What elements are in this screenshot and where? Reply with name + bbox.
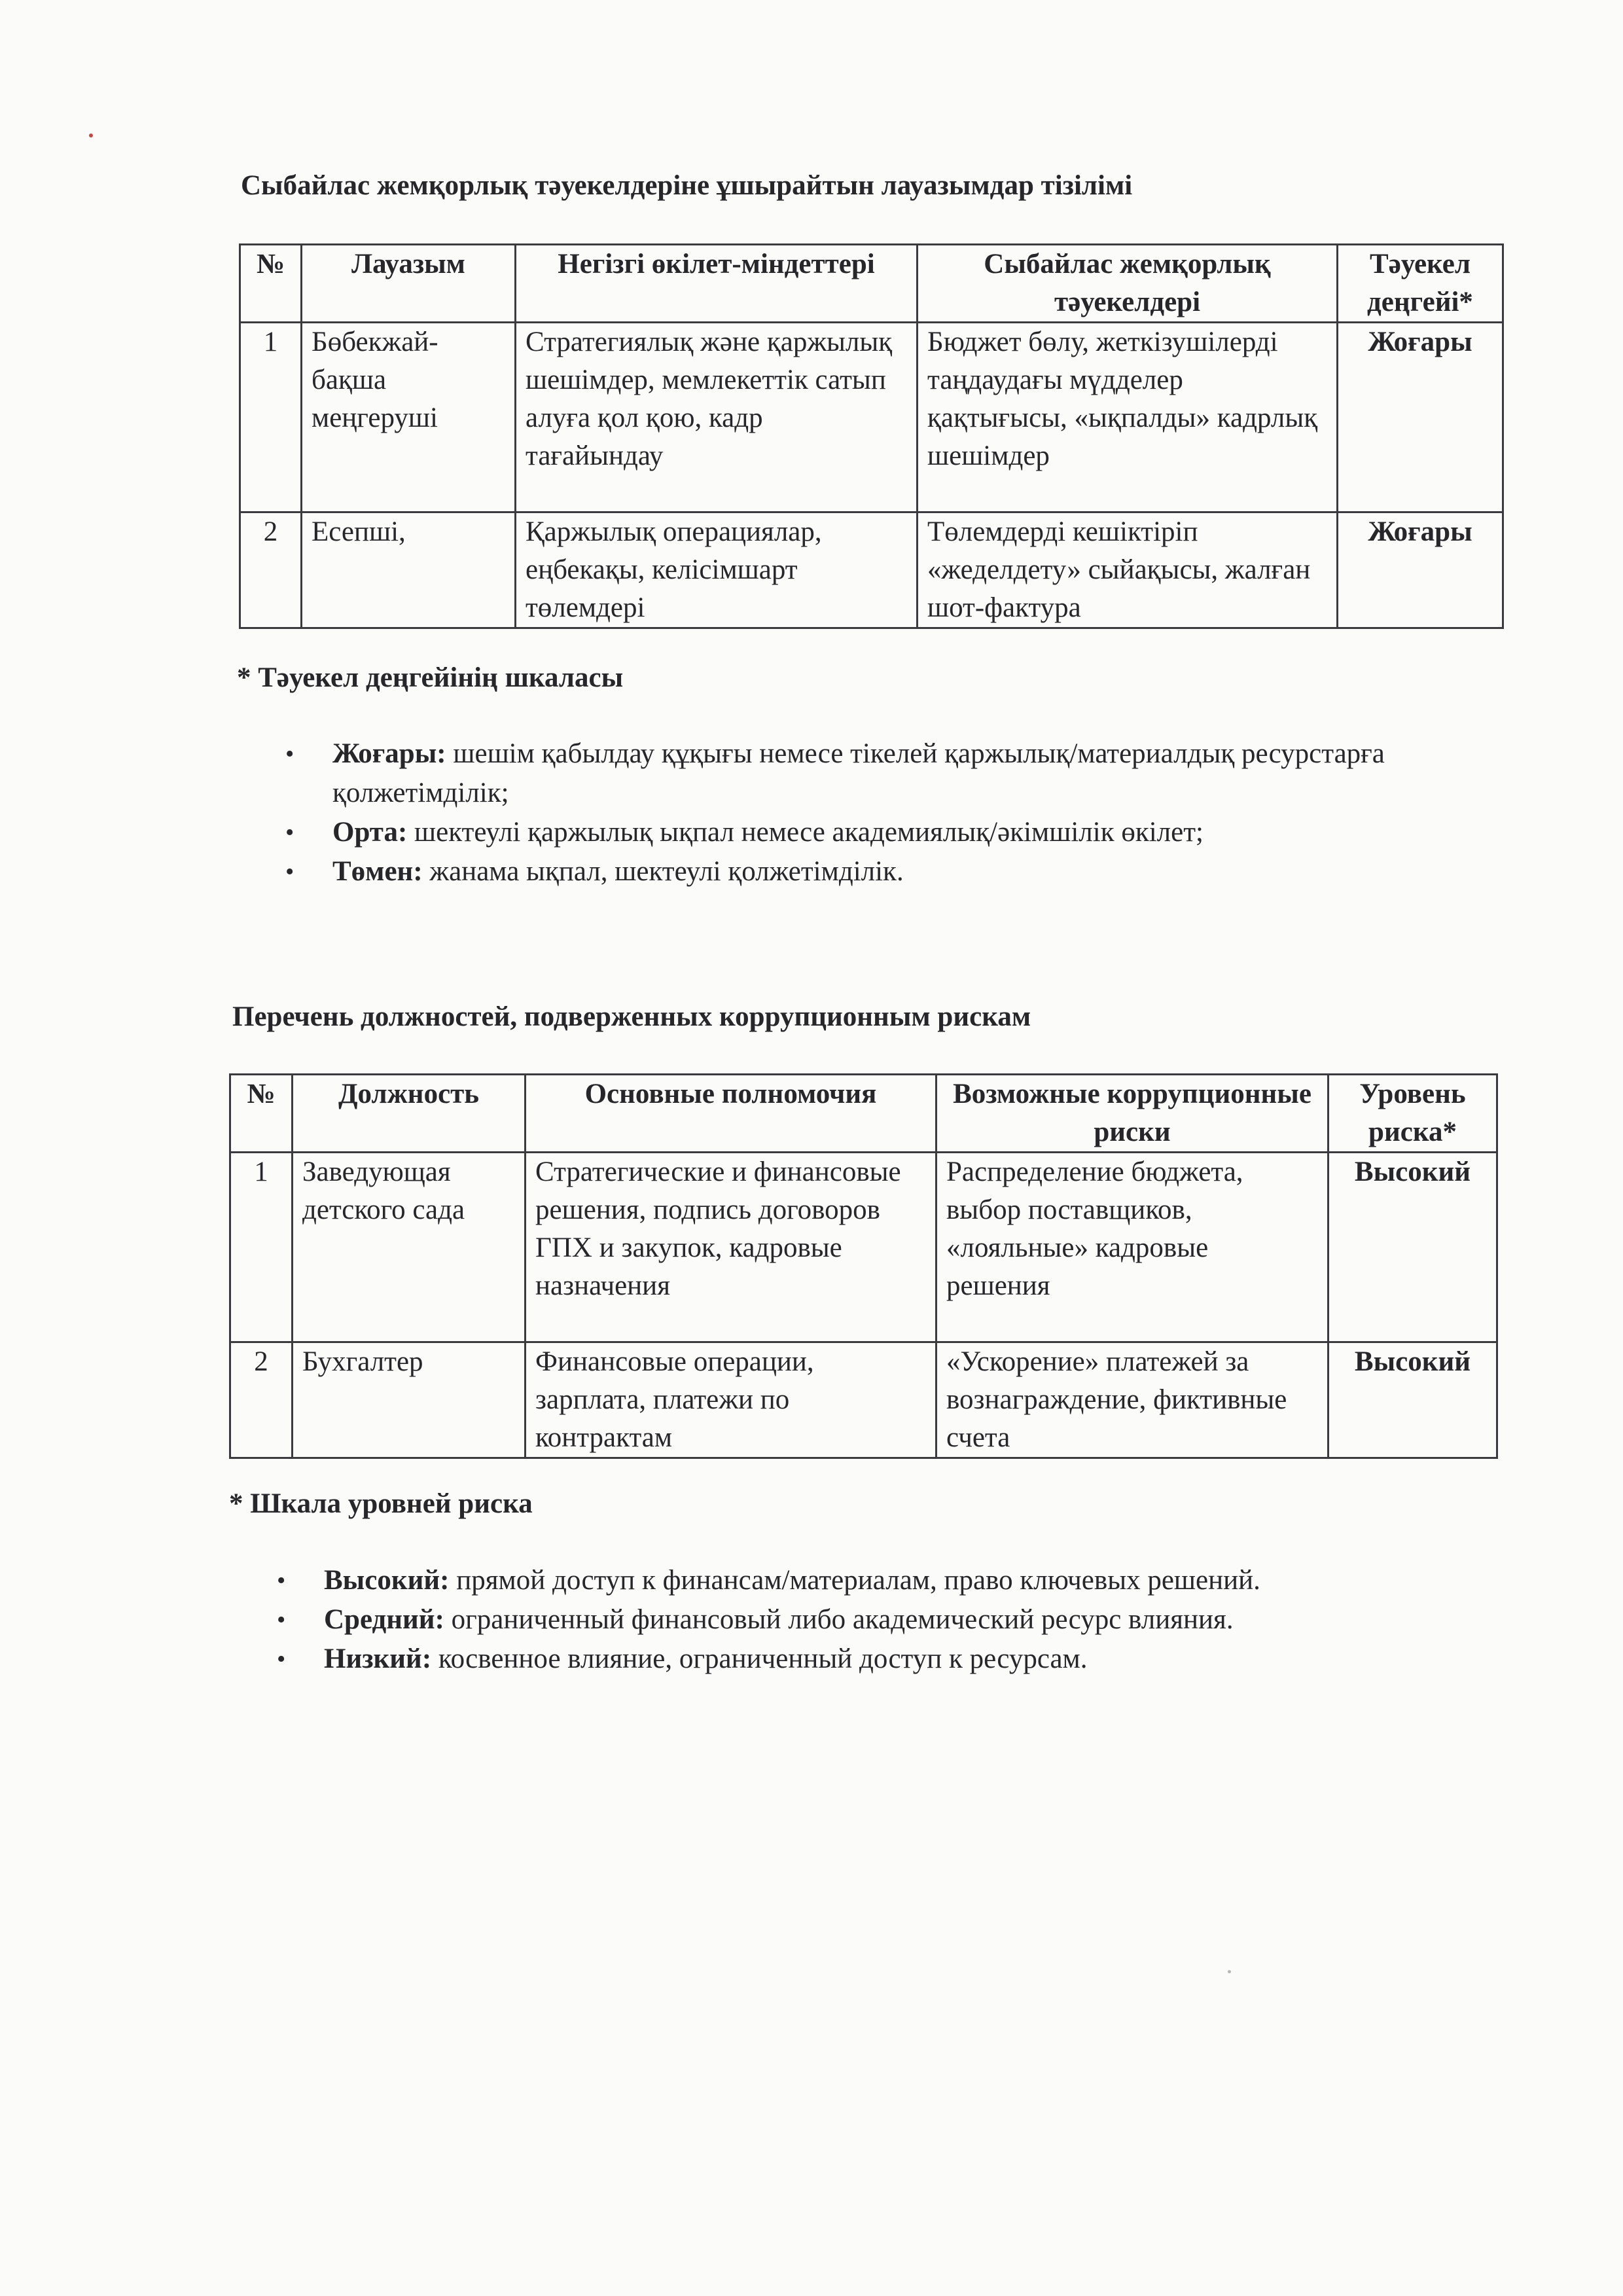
bullet-icon: • — [285, 740, 294, 768]
bullet-icon: • — [277, 1606, 286, 1634]
kk-row1-position: Бөбекжай-бақша меңгеруші — [302, 323, 516, 512]
bullet-icon: • — [285, 858, 294, 886]
kk-row1-num: 1 — [240, 323, 302, 512]
kk-scale-term-low: Төмен: — [332, 856, 423, 887]
ru-row2-level: Высокий — [1329, 1342, 1497, 1458]
list-item — [285, 852, 1445, 891]
table-row — [240, 512, 1503, 628]
ru-scale-list — [277, 1561, 1469, 1679]
list-item — [285, 813, 1445, 852]
ru-row1-position: Заведующая детского сада — [293, 1153, 526, 1342]
kk-scale-list — [285, 734, 1445, 891]
kk-header-duties: Негізгі өкілет-міндеттері — [516, 245, 918, 323]
kk-row2-position: Есепші, — [302, 512, 516, 628]
ru-row1-level: Высокий — [1329, 1153, 1497, 1342]
ru-header-risks: Возможные коррупционные риски — [936, 1075, 1329, 1153]
ru-row2-num: 2 — [230, 1342, 293, 1458]
kk-row1-level: Жоғары — [1338, 323, 1503, 512]
ru-row1-num: 1 — [230, 1153, 293, 1342]
kk-risk-table — [239, 243, 1504, 629]
kk-scale-term-high: Жоғары: — [332, 738, 446, 769]
kk-row2-duties: Қаржылық операциялар, еңбекақы, келісімшарт төлемдері — [516, 512, 918, 628]
list-item — [285, 734, 1445, 813]
kk-header-risks: Сыбайлас жемқорлық тәуекелдері — [918, 245, 1338, 323]
kk-row2-level: Жоғары — [1338, 512, 1503, 628]
bullet-icon: • — [277, 1567, 286, 1594]
kk-title: Сыбайлас жемқорлық тәуекелдеріне ұшырайтын лауазымдар тізілімі — [241, 170, 1133, 201]
ru-scale-term-low: Низкий: — [324, 1643, 432, 1674]
ru-header-duties: Основные полномочия — [526, 1075, 936, 1153]
ru-header-num: № — [230, 1075, 293, 1153]
ru-row1-risks: Распределение бюджета, выбор поставщиков, «лояльные» кадровые решения — [936, 1153, 1329, 1342]
table-row — [230, 1153, 1497, 1342]
ru-scale-text-low: косвенное влияние, ограниченный доступ к ресурсам. — [431, 1643, 1088, 1674]
ru-header-level: Уровень риска* — [1329, 1075, 1497, 1153]
ru-scale-term-high: Высокий: — [324, 1565, 450, 1596]
table-row — [230, 1342, 1497, 1458]
kk-header-position: Лауазым — [302, 245, 516, 323]
bullet-icon: • — [285, 819, 294, 846]
ru-title: Перечень должностей, подверженных коррупционным рискам — [232, 1001, 1031, 1032]
ru-header-row — [230, 1075, 1497, 1153]
kk-scale-text-medium: шектеулі қаржылық ықпал немесе академиялық/әкімшілік өкілет; — [407, 817, 1204, 848]
kk-scale-term-medium: Орта: — [332, 817, 408, 848]
kk-header-row — [240, 245, 1503, 323]
kk-scale-text-high: шешім қабылдау құқығы немесе тікелей қаржылық/материалдық ресурстарға қолжетімділік; — [332, 738, 1385, 808]
ru-row2-duties: Финансовые операции, зарплата, платежи по контрактам — [526, 1342, 936, 1458]
kk-header-level: Тәуекел деңгейі* — [1338, 245, 1503, 323]
kk-row2-num: 2 — [240, 512, 302, 628]
scan-speck — [1228, 1970, 1231, 1973]
scan-speck — [89, 134, 93, 137]
ru-row2-risks: «Ускорение» платежей за вознаграждение, фиктивные счета — [936, 1342, 1329, 1458]
ru-scale-title: * Шкала уровней риска — [229, 1488, 533, 1519]
ru-row2-position: Бухгалтер — [293, 1342, 526, 1458]
bullet-icon: • — [277, 1645, 286, 1673]
ru-row1-duties: Стратегические и финансовые решения, подпись договоров ГПХ и закупок, кадровые назначения — [526, 1153, 936, 1342]
kk-scale-text-low: жанама ықпал, шектеулі қолжетімділік. — [422, 856, 904, 887]
ru-risk-table — [229, 1073, 1498, 1459]
list-item — [277, 1640, 1469, 1679]
kk-header-num: № — [240, 245, 302, 323]
list-item — [277, 1561, 1469, 1600]
ru-header-position: Должность — [293, 1075, 526, 1153]
kk-scale-title: * Тәуекел деңгейінің шкаласы — [237, 662, 624, 693]
kk-row2-risks: Төлемдерді кешіктіріп «жеделдету» сыйақысы, жалған шот-фактура — [918, 512, 1338, 628]
kk-row1-duties: Стратегиялық және қаржылық шешімдер, мемлекеттік сатып алуға қол қою, кадр тағайындау — [516, 323, 918, 512]
table-row — [240, 323, 1503, 512]
ru-scale-text-medium: ограниченный финансовый либо академический ресурс влияния. — [444, 1604, 1234, 1635]
kk-row1-risks: Бюджет бөлу, жеткізушілерді таңдаудағы мүдделер қақтығысы, «ықпалды» кадрлық шешімдер — [918, 323, 1338, 512]
ru-scale-text-high: прямой доступ к финансам/материалам, право ключевых решений. — [449, 1565, 1260, 1596]
list-item — [277, 1600, 1469, 1640]
ru-scale-term-medium: Средний: — [324, 1604, 444, 1635]
